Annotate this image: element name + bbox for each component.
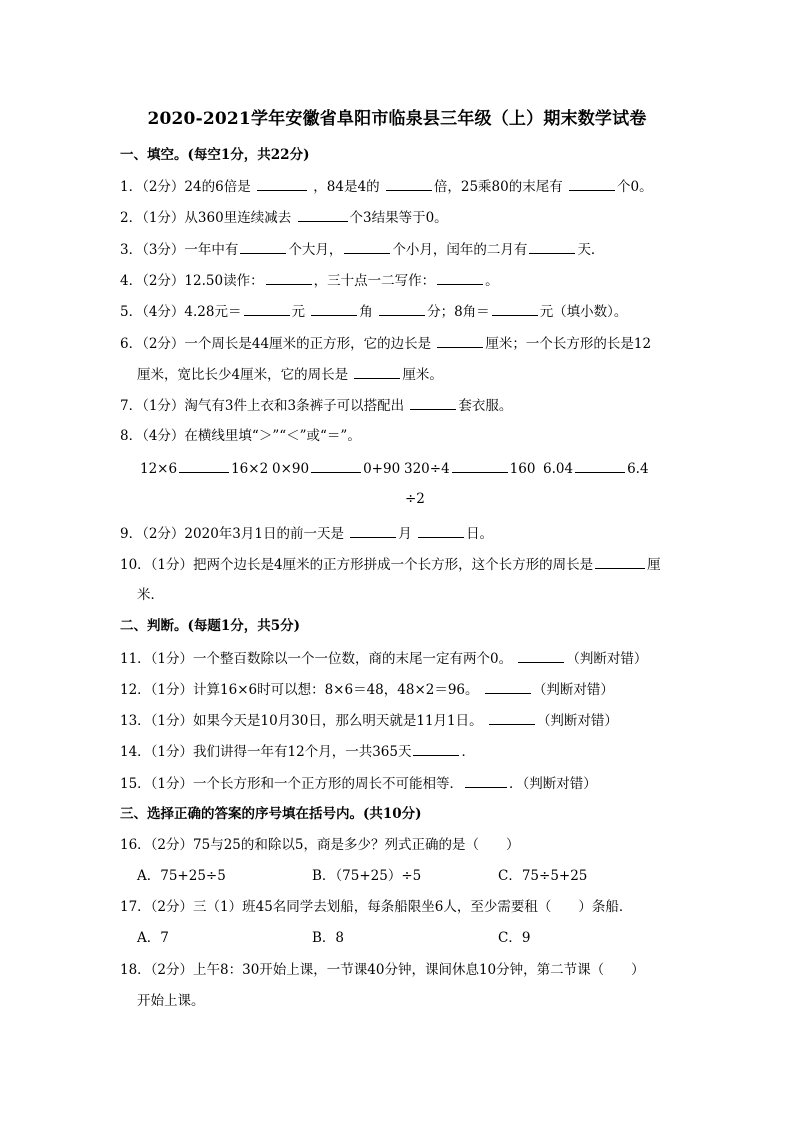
comparison-3: 320÷4 160 [404,461,536,477]
question-4: 4．（2分）12.50读作： ，三十点一二写作： 。 [120,273,499,289]
comparison-4: 6.04 6.4 [543,461,649,477]
answer-blank[interactable] [410,396,456,410]
question-15: 15．（1分）一个长方形和一个正方形的周长不可能相等． ．（判断对错） [120,776,597,792]
section-1-heading: 一、填空。(每空1分，共22分) [120,147,310,163]
answer-blank[interactable] [595,555,645,569]
question-6: 6．（2分）一个周长是44厘米的正方形，它的边长是 厘米；一个长方形的长是12 [120,336,652,352]
option-c[interactable]: C．9 [498,930,531,946]
question-1: 1．（2分）24的6倍是 ，84是4的 倍，25乘80的末尾有 个0。 [120,179,653,195]
section-2-heading: 二、判断。(每题1分，共5分) [120,618,301,634]
question-17: 17．（2分）三（1）班45名同学去划船，每条船限坐6人，至少需要租（ ）条船． [120,899,633,915]
option-b[interactable]: B．8 [312,930,345,946]
answer-blank[interactable] [485,680,531,694]
question-16: 16．（2分）75与25的和除以5，商是多少？列式正确的是（ ） [120,837,520,853]
question-10-cont: 米． [137,587,164,603]
answer-blank[interactable] [569,177,615,191]
answer-blank[interactable] [418,524,464,538]
page-title: 2020-2021学年安徽省阜阳市临泉县三年级（上）期末数学试卷 [147,109,647,129]
answer-blank[interactable] [437,334,483,348]
answer-blank[interactable] [413,742,459,756]
answer-blank[interactable] [298,208,348,222]
question-11: 11．（1分）一个整百数除以一个一位数，商的末尾一定有两个0。 （判断对错） [120,651,648,667]
answer-blank[interactable] [311,459,361,473]
question-2: 2．（1分）从360里连续减去 个3结果等于0。 [120,210,448,226]
answer-blank[interactable] [452,459,508,473]
option-a[interactable]: A．75+25÷5 [137,868,226,884]
question-7: 7．（1分）淘气有3件上衣和3条裤子可以搭配出 套衣服。 [120,398,513,414]
question-3: 3．（3分）一年中有 个大月， 个小月，闰年的二月有 天． [120,242,605,258]
answer-blank[interactable] [437,271,483,285]
question-8: 8．（4分）在横线里填“＞”“＜”或“＝”。 [120,428,361,444]
answer-blank[interactable] [465,774,507,788]
section-3-heading: 三、选择正确的答案的序号填在括号内。(共10分) [120,806,422,822]
option-c[interactable]: C．75÷5+25 [498,868,588,884]
comparison-2: 0×90 0+90 [272,461,401,477]
question-18-cont: 开始上课。 [137,993,205,1009]
option-b[interactable]: B．（75+25）÷5 [312,868,422,884]
answer-blank[interactable] [344,240,390,254]
answer-blank[interactable] [179,459,229,473]
answer-blank[interactable] [529,240,575,254]
answer-blank[interactable] [575,459,625,473]
question-18: 18．（2分）上午8：30开始上课，一节课40分钟，课间休息10分钟，第二节课（ ） [120,962,645,978]
answer-blank[interactable] [379,302,425,316]
answer-blank[interactable] [489,711,535,725]
answer-blank[interactable] [518,649,564,663]
question-14: 14．（1分）我们讲得一年有12个月，一共365天 ． [120,744,475,760]
question-13: 13．（1分）如果今天是10月30日，那么明天就是11月1日。 （判断对错） [120,713,618,729]
answer-blank[interactable] [257,177,307,191]
answer-blank[interactable] [350,524,396,538]
answer-blank[interactable] [386,177,432,191]
answer-blank[interactable] [492,302,538,316]
answer-blank[interactable] [354,365,400,379]
option-a[interactable]: A．7 [137,930,169,946]
question-12: 12．（1分）计算16×6时可以想：8×6＝48，48×2＝96。 （判断对错） [120,682,614,698]
answer-blank[interactable] [266,271,312,285]
question-9: 9．（2分）2020年3月1日的前一天是 月 日。 [120,526,494,542]
question-10: 10．（1分）把两个边长是4厘米的正方形拼成一个长方形，这个长方形的周长是 厘 [120,557,661,573]
answer-blank[interactable] [311,302,357,316]
answer-blank[interactable] [244,302,290,316]
comparison-3-cont: ÷2 [405,491,425,507]
comparison-1: 12×6 16×2 [140,461,269,477]
question-5: 5．（4分）4.28元＝ 元 角 分；8角＝ 元（填小数）。 [120,304,628,320]
question-6-cont: 厘米，宽比长少4厘米，它的周长是 厘米。 [137,367,443,383]
answer-blank[interactable] [240,240,286,254]
